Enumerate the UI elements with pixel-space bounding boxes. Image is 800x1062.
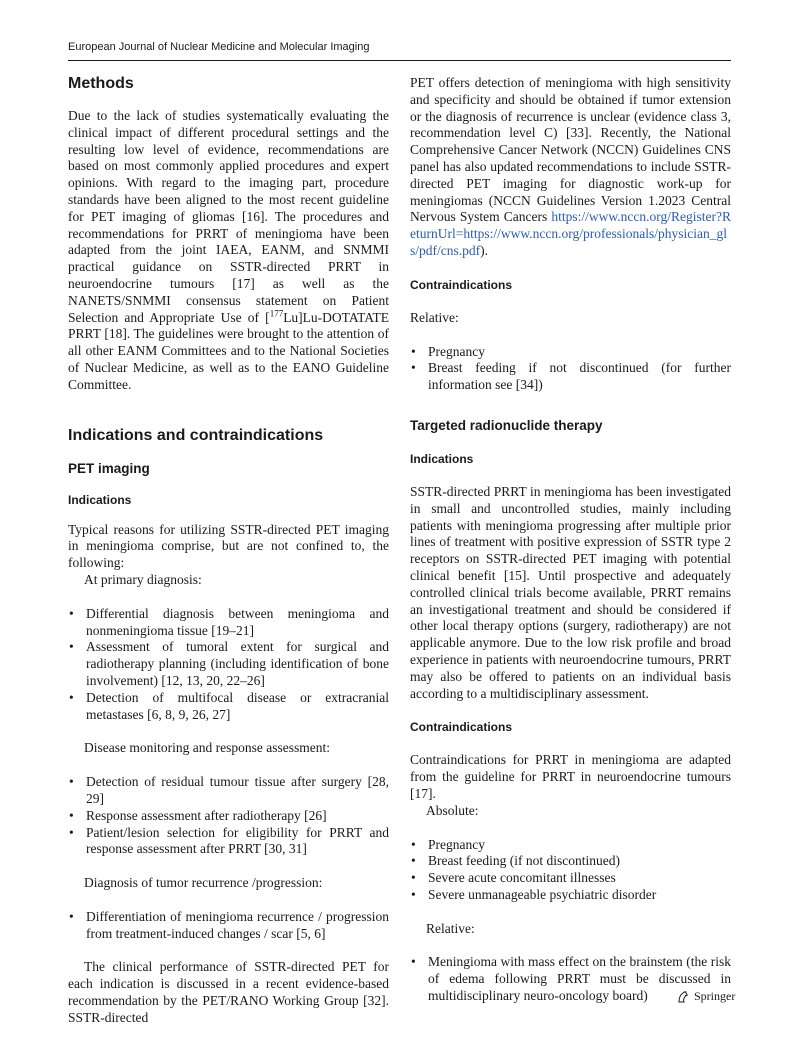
- indications-contraindications-heading: Indications and contraindications: [68, 426, 324, 444]
- indications-heading: Indications: [68, 492, 132, 507]
- trt-indications-heading: Indications: [410, 451, 474, 466]
- springer-horse-icon: [676, 990, 690, 1004]
- absolute-list: [410, 837, 731, 904]
- running-header: European Journal of Nuclear Medicine and Molecular Imaging: [68, 41, 370, 53]
- monitoring-list: [68, 774, 389, 858]
- list-item: • Pregnancy: [410, 837, 731, 854]
- recurrence-label: Diagnosis of tumor recurrence /progression:: [84, 875, 323, 891]
- left-column: [68, 72, 389, 1027]
- list-item: • Detection of residual tumour tissue after surgery [28, 29]: [68, 774, 389, 808]
- pet-imaging-heading: PET imaging: [68, 460, 150, 476]
- nccn-link[interactable]: https://www.nccn.org/Register?ReturnUrl=https://www.nccn.org/professionals/physician_gls/pdf/cns.pdf: [410, 209, 731, 258]
- right-column: [410, 75, 731, 1005]
- list-item: • Breast feeding (if not discontinued): [410, 853, 731, 870]
- publisher-footer: [676, 989, 735, 1004]
- primary-diagnosis-label: At primary diagnosis:: [84, 571, 202, 587]
- list-item: • Severe unmanageable psychiatric disorder: [410, 887, 731, 904]
- publisher-name: Springer: [694, 989, 736, 1003]
- list-item: • Breast feeding if not discontinued (for further information see [34]): [410, 360, 731, 394]
- pet-relative-list: [410, 344, 731, 394]
- list-item: • Severe acute concomitant illnesses: [410, 870, 731, 887]
- list-item: • Response assessment after radiotherapy [26]: [68, 808, 389, 825]
- relative-label: Relative:: [410, 309, 459, 325]
- list-item: • Detection of multifocal disease or extracranial metastases [6, 8, 9, 26, 27]: [68, 690, 389, 724]
- list-item: • Differentiation of meningioma recurrence / progression from treatment-induced changes / scar [5, 6]: [68, 909, 389, 943]
- list-item: • Pregnancy: [410, 344, 731, 361]
- list-item: • Patient/lesion selection for eligibility for PRRT and response assessment after PRRT [30, 31]: [68, 825, 389, 859]
- primary-diagnosis-list: [68, 606, 389, 724]
- recurrence-list: [68, 909, 389, 943]
- methods-heading: Methods: [68, 75, 134, 92]
- indications-intro: Typical reasons for utilizing SSTR-directed PET imaging in meningioma comprise, but are not confined to, the following:: [68, 521, 389, 571]
- list-item: • Assessment of tumoral extent for surgical and radiotherapy planning (including identification of bone involvement) [12, 13, 20, 22–26]: [68, 639, 389, 689]
- methods-paragraph: Due to the lack of studies systematically evaluating the clinical impact of different procedural settings and the resulting low level of evidence, recommendations are based on most commonly applied procedures and expert opinions. With regard to the imaging part, procedure standards have been aligned to the most recent guideline for PET imaging of gliomas [16]. The procedures and recommendations for PRRT of meningioma have been adapted from the joint IAEA, EANM, and SNMMI practical guidance on SSTR-directed PRRT in neuroendocrine tumours [17] as well as the NANETS/SNMMI consensus statement on Patient Selection and Appropriate Use of [$^{177}$Lu]Lu-DOTATATE PRRT [18]. The guidelines were brought to the attention of all other EANM Committees and to the National Societies of Nuclear Medicine, as well as to the EANO Guideline Committee.: [68, 108, 389, 392]
- absolute-label: Absolute:: [426, 802, 479, 818]
- pet-continuation-paragraph: PET offers detection of meningioma with high sensitivity and specificity and should be obtained if tumor extension or the diagnosis of recurrence is unclear (evidence class 3, recommendation level C) [33]. Recently, the National Comprehensive Cancer Network (NCCN) Guidelines CNS panel has also updated recommendations to include SSTR-directed PET imaging for diagnostic work-up for meningiomas (NCCN Guidelines Version 1.2023 Central Nervous System Cancers https://www.nccn.org/Register?ReturnUrl=https://www.nccn.org/professionals/physician_gls/pdf/cns.pdf).: [410, 75, 731, 258]
- list-item: • Meningioma with mass effect on the brainstem (the risk of edema following PRRT must be discussed in multidisciplinary neuro-oncology board): [410, 954, 731, 1004]
- list-item: • Differential diagnosis between meningioma and nonmeningioma tissue [19–21]: [68, 606, 389, 640]
- trt-contraindications-paragraph: Contraindications for PRRT in meningioma are adapted from the guideline for PRRT in neuroendocrine tumours [17].: [410, 752, 731, 801]
- header-rule: [68, 60, 731, 61]
- clinical-performance-paragraph: The clinical performance of SSTR-directed PET for each indication is discussed in a recent evidence-based recommendation by the PET/RANO Working Group [32]. SSTR-directed: [68, 959, 389, 1025]
- targeted-radionuclide-therapy-heading: Targeted radionuclide therapy: [410, 417, 603, 433]
- monitoring-label: Disease monitoring and response assessment:: [84, 740, 330, 756]
- trt-contraindications-heading: Contraindications: [410, 720, 513, 735]
- prrt-paragraph: SSTR-directed PRRT in meningioma has been investigated in small and uncontrolled studies, mainly including patients with meningioma progressing after multiple prior lines of treatment with positive expression of SSTR type 2 receptors on SSTR-directed PET imaging with potential clinical benefit [15]. Until prospective and adequately controlled clinical trials become available, PRRT remains an investigational treatment and should be considered if other local therapy options (surgery, radiotherapy) are not applicable anymore. Due to the low risk profile and broad experience in patients with neuroendocrine tumours, PRRT may also be offered to patients on an individual basis according to a multidisciplinary assessment.: [410, 483, 731, 701]
- pet-contraindications-heading: Contraindications: [410, 277, 513, 292]
- relative2-label: Relative:: [426, 920, 475, 936]
